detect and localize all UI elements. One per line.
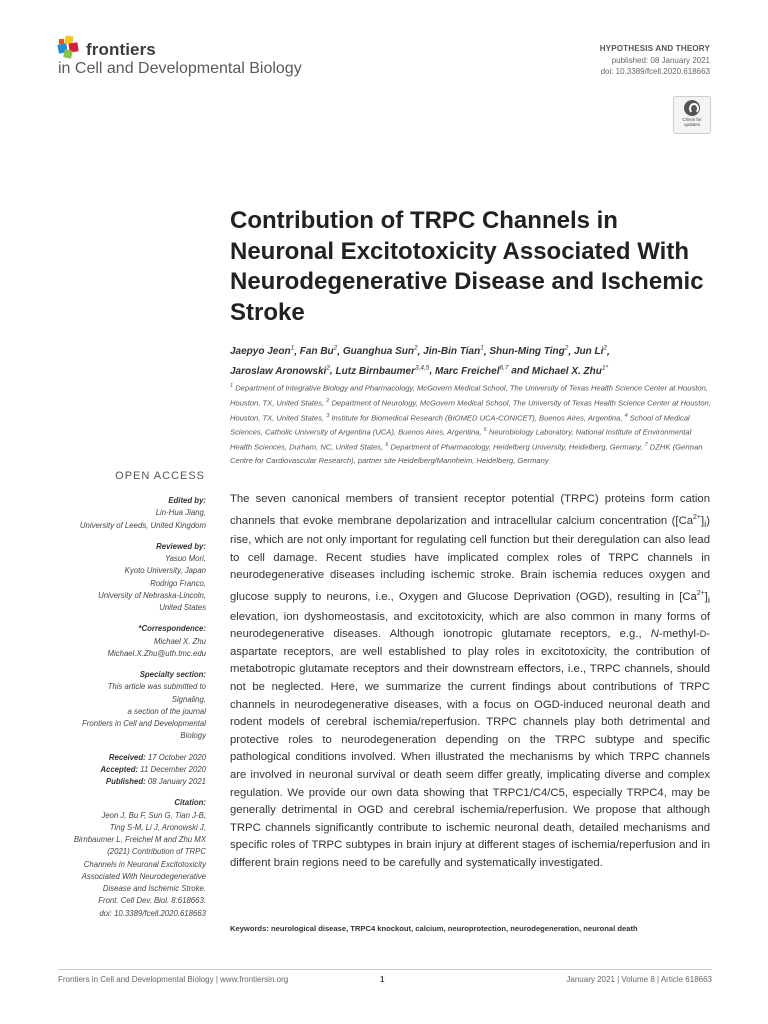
keywords-value: neurological disease, TRPC4 knockout, calcium, neuroprotection, neurodegeneration, neuronal death — [270, 924, 638, 933]
open-access-label: OPEN ACCESS — [115, 470, 205, 482]
specialty-section: Specialty section: This article was submitted to Signaling, a section of the journal Frontiers in Cell and Developmental Biology — [82, 670, 206, 741]
article-info-sidebar — [40, 495, 206, 929]
citation-section: Citation: Jeon J, Bu F, Sun G, Tian J-B, Ting S-M, Li J, Aronowski J, Birnbaumer L, Freichel M and Zhu MX (2021) Contribution of TRPC Channels in Neuronal Excitotoxicity Associated With Neurodegenerative Disease and Ischemic Stroke. Front. Cell Dev. Biol. 8:618663. doi: 10.3389/fcell.2020.618663 — [40, 797, 206, 920]
author[interactable]: Michael X. Zhu$^{1*}$ — [531, 364, 609, 377]
article-title: Contribution of TRPC Channels in Neuronal Excitotoxicity Associated With Neurodegenerative Disease and Ischemic Stroke — [230, 207, 704, 326]
author[interactable]: Fan Bu$^2$ — [299, 345, 338, 358]
correspondence-email-link[interactable]: Michael.X.Zhu@uth.tmc.edu — [107, 648, 206, 658]
check-updates-label: Check for updates — [682, 117, 702, 127]
author[interactable]: Jaepyo Jeon$^1$ — [230, 345, 295, 358]
update-icon — [684, 100, 700, 116]
frontiers-logo-icon — [56, 34, 82, 62]
doi-link[interactable]: doi: 10.3389/fcell.2020.618663 — [600, 67, 710, 76]
journal-name[interactable]: in Cell and Developmental Biology — [58, 60, 302, 77]
published-date: published: 08 January 2021 — [611, 56, 710, 65]
author[interactable]: Jin-Bin Tian$^1$ — [423, 345, 484, 358]
article-type: HYPOTHESIS AND THEORY — [599, 44, 710, 53]
correspondence-section: *Correspondence: Michael X. Zhu Michael.X.Zhu@uth.tmc.edu — [40, 623, 206, 660]
dates-section: Received: 17 October 2020 Accepted: 11 December 2020 Published: 08 January 2021 — [100, 752, 206, 786]
author[interactable]: Marc Freichel$^{6,7}$ — [435, 364, 509, 377]
footer-volume-info: January 2021 | Volume 8 | Article 618663 — [566, 975, 712, 984]
abstract: The seven canonical members of transient receptor potential (TRPC) proteins form cation channels that evoke membrane depolarization and intracellular calcium concentration $([Ca^{2+}]_i)$ rise, which are not only important for regulating cell function but their deregulation can also lead to cell damage. Recent studies have implicated complex roles of TRPC channels in neurodegenerative diseases including ischemic stroke. Brain ischemia reduces oxygen and glucose supply to neurons, i.e., Oxygen and Glucose Deprivation (OGD), resulting in $[Ca^{2+}]_i$ elevation, ion dyshomeostasis, and excitotoxicity, which are also common in many forms of neurodegenerative diseases. Although ionotropic glutamate receptors, e.g., N-methyl-D-aspartate receptors, are well established to play roles in excitotoxicity, the contribution of metabotropic glutamate receptors and their downstream effectors, i.e., TRPC channels, should not be neglected. Here, we summarize the current findings about contributions of TRPC channels in neurodegenerative diseases, with a focus on OGD-induced neuronal death and rodent models of cerebral ischemia/reperfusion. TRPC channels play both detrimental and protective roles to neurodegeneration depending on the TRPC subtype and specific pathological conditions involved. When illustrated the mechanisms by which TRPC channels are involved in neuronal survival or death seem differ greatly, implicating diverse and complex regulation. We provide our own data showing that TRPC1/C4/C5, especially TRPC4, may be generally detrimental in OGD and cerebral ischemia/reperfusion. We propose that although TRPC channels significantly contribute to ischemic neuronal death, detailed mechanisms and specific roles of TRPC subtypes in brain injury at different stages of ischemia/reperfusion and in different brain regions need to be carefully and systematically investigated. — [230, 493, 710, 869]
author[interactable]: Shun-Ming Ting$^2$ — [489, 345, 569, 358]
check-for-updates-button[interactable] — [673, 96, 711, 134]
keywords — [230, 924, 720, 933]
page-number: 1 — [380, 975, 385, 984]
affiliations: $^1$ Department of Integrative Biology and Pharmacology, McGovern Medical School, The University of Texas Health Science Center at Houston, Houston, TX, United States, $^2$ Department of Neurology, McGovern Medical School, The University of Texas Health Science Center at Houston, Houston, TX, United States, $^3$ Institute for Biomedical Research (BIOMED UCA-CONICET), Buenos Aires, Argentina, $^4$ School of Medical Sciences, Catholic University of Argentina (UCA), Buenos Aires, Argentina, $^5$ Neurobiology Laboratory, National Institute of Environmental Health Sciences, Durham, NC, United States, $^6$ Department of Pharmacology, Heidelberg University, Heidelberg, Germany, $^7$ DZHK (German Centre for Cardiovascular Research), partner site Heidelberg/Mannheim, Heidelberg, Germany — [230, 383, 711, 466]
author[interactable]: Lutz Birnbaumer$^{3,4,5}$ — [335, 364, 430, 377]
keywords-label: Keywords: — [230, 924, 269, 933]
citation-doi-link[interactable]: doi: 10.3389/fcell.2020.618663 — [99, 908, 206, 918]
reviewed-by-section: Reviewed by: Yasuo Mori, Kyoto University, Japan Rodrigo Franco, University of Nebraska-Lincoln, United States — [98, 541, 206, 612]
author[interactable]: Jun Li$^2$ — [573, 345, 608, 358]
author[interactable]: Guanghua Sun$^2$ — [342, 345, 418, 358]
author[interactable]: Jaroslaw Aronowski$^2$ — [230, 364, 330, 377]
edited-by-section: Edited by: Lin-Hua Jiang, University of Leeds, United Kingdom — [79, 496, 206, 530]
journal-brand[interactable]: frontiers — [86, 40, 156, 59]
author-list: Jaepyo Jeon$^1$, Fan Bu$^2$, Guanghua Sun$^2$, Jin-Bin Tian$^1$, Shun-Ming Ting$^2$, Jun Li$^2$, Jaroslaw Aronowski$^2$, Lutz Birnbaumer$^{3,4,5}$, Marc Freichel$^{6,7}$ and Michael X. Zhu$^{1*}$ — [230, 345, 610, 377]
footer-divider — [58, 969, 712, 970]
footer-journal-link[interactable]: Frontiers in Cell and Developmental Biology | www.frontiersin.org — [58, 975, 289, 984]
